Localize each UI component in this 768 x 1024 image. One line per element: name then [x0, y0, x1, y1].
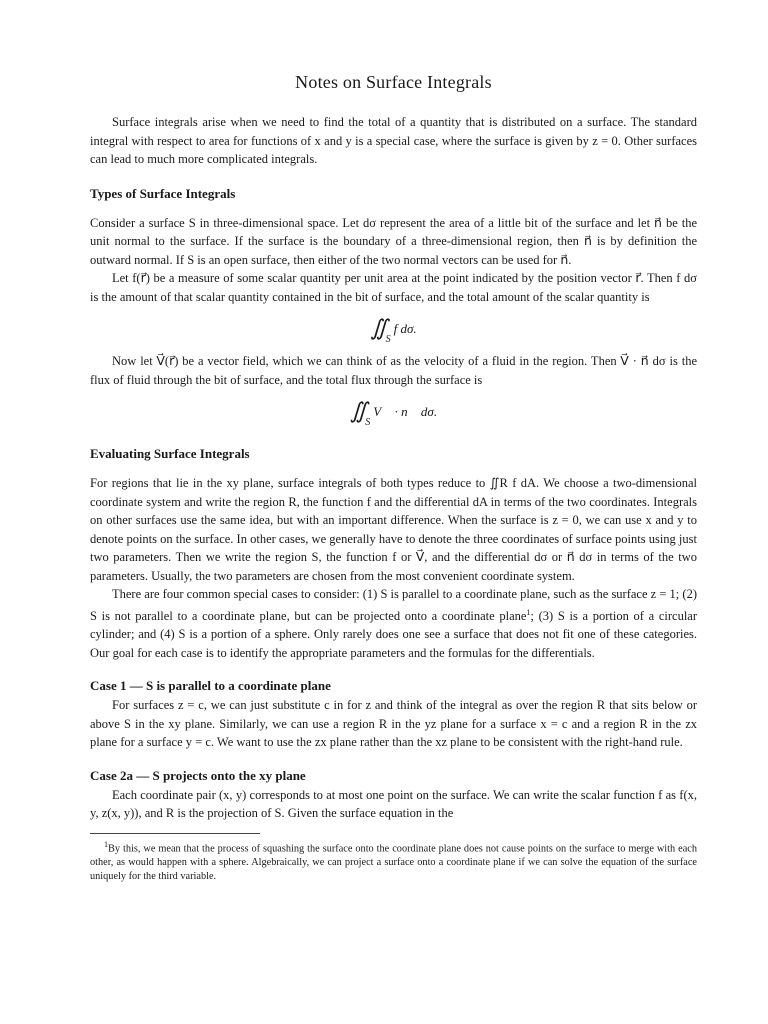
integral-subscript: S — [385, 334, 391, 345]
section-heading-evaluating: Evaluating Surface Integrals — [90, 446, 250, 461]
integral-subscript: S — [365, 417, 371, 428]
footnote — [90, 838, 697, 884]
page-title: Notes on Surface Integrals — [295, 72, 492, 92]
evaluating-paragraph-2a: There are four common special cases to consider: (1) S is parallel to a coordinate plane, such as the surface z = 1; (2) S is not parallel to a coordinate plane, but can be projected onto a coordinate plane — [90, 587, 697, 623]
case1-paragraph: For surfaces z = c, we can just substitute c in for z and think of the integral as over the region R that sits below or above S in the xy plane. Similarly, we can use a region R in the yz plane for a surface x = c and a region R in the zx plane for a surface y = c. We want to use the zx plane rather than the xz plane to be consistent with the right-hand rule. — [90, 698, 697, 750]
evaluating-paragraph-2b: ; (3) S is a portion of a circular cylinder; and (4) S is a portion of a sphere. Only rarely does one see a surface that does not fit one of these categories. Our goal for each case is to identify the appropriate parameters and the formulas for the differentials. — [90, 608, 698, 660]
double-integral-symbol: ∬ — [370, 315, 388, 340]
equation-scalar-integral — [90, 310, 697, 346]
footnote-mark[interactable]: 1 — [526, 607, 531, 617]
flux-integrand: V⃗ · n⃗ dσ. — [373, 404, 438, 419]
scalar-integrand: f dσ. — [393, 321, 417, 336]
case1-heading: Case 1 — S is parallel to a coordinate plane — [90, 678, 331, 694]
types-paragraph-1: Consider a surface S in three-dimensional space. Let dσ represent the area of a little bit of the surface and let n⃗ be the unit normal to the surface. If the surface is the boundary of a three-dimensional region, then n⃗ is by definition the outward normal. If S is an open surface, then either of the two normal vectors can be used for n⃗. — [90, 215, 697, 267]
types-paragraph-3: Now let V⃗(r⃗) be a vector field, which we can think of as the velocity of a fluid in the region. Then V⃗ · n⃗ dσ is the flux of fluid through the bit of surface, and the total flux through the surface is — [90, 354, 697, 387]
types-paragraph-2: Let f(r⃗) be a measure of some scalar quantity per unit area at the point indicated by the position vector r⃗. Then f dσ is the amount of that scalar quantity contained in the bit of surface, and the total amount of the scalar quantity is — [90, 271, 697, 304]
footnote-number: 1 — [104, 839, 108, 849]
equation-flux-integral — [90, 393, 697, 429]
evaluating-paragraph-2 — [90, 585, 697, 662]
document-page — [90, 72, 697, 884]
footnote-divider — [90, 833, 260, 834]
case2a-heading: Case 2a — S projects onto the xy plane — [90, 767, 306, 783]
evaluating-paragraph-1: For regions that lie in the xy plane, surface integrals of both types reduce to ∬R f dA. We choose a two-dimensional coordinate system and write the region R, the function f and the differential dA in terms of the two coordinates. Integrals on other surfaces use the same idea, but with an important difference. When the surface is z = 0, we can use x and y to denote points on the surface. In other cases, we generally have to denote the three coordinates of surface points using just two parameters. Then we write the region S, the function f or V⃗, and the differential dσ or n⃗ dσ in terms of the two parameters. Usually, the two parameters are chosen from the most convenient coordinate system. — [90, 476, 697, 583]
intro-paragraph: Surface integrals arise when we need to find the total of a quantity that is distributed on a surface. The standard integral with respect to area for functions of x and y is a special case, where the surface is given by z = 0. Other surfaces can lead to much more complicated integrals. — [90, 115, 697, 166]
case2a-paragraph: Each coordinate pair (x, y) corresponds to at most one point on the surface. We can write the scalar function f as f(x, y, z(x, y)), and R is the projection of S. Given the surface equation in the — [90, 787, 697, 821]
double-integral-symbol: ∬ — [349, 398, 368, 423]
section-heading-types: Types of Surface Integrals — [90, 185, 236, 201]
footnote-text: By this, we mean that the process of squashing the surface onto the coordinate plane does not cause points on the surface to merge with each other, as would happen with a sphere. Algebraically, we can project a surface onto a coordinate plane if we can solve the equation of the surface uniquely for the third variable. — [90, 843, 697, 883]
